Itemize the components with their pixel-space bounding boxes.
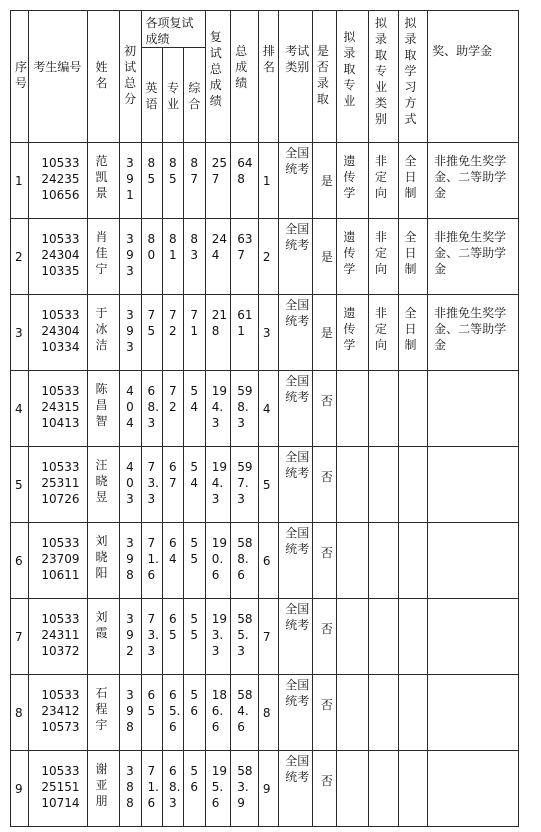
- cell-name: 汪晓昱: [87, 447, 120, 523]
- header-rank: 排名: [258, 11, 278, 143]
- cell-planned-major-type: 非定向: [368, 143, 398, 219]
- cell-exam-type: 全国统考: [279, 219, 313, 295]
- cell-admitted: 否: [312, 371, 336, 447]
- cell-seq: 1: [11, 143, 29, 219]
- cell-english: 85: [141, 143, 162, 219]
- cell-admitted: 否: [312, 447, 336, 523]
- cell-name: 肖佳宁: [87, 219, 120, 295]
- cell-comprehensive: 71: [184, 295, 205, 371]
- cell-major: 64: [162, 523, 183, 599]
- cell-planned-major: 遗传学: [337, 219, 369, 295]
- cell-comprehensive: 56: [184, 751, 205, 827]
- cell-study-mode: [398, 599, 428, 675]
- cell-planned-major-type: [368, 751, 398, 827]
- cell-retest-total: 194.3: [205, 447, 231, 523]
- cell-name: 刘霞: [87, 599, 120, 675]
- cell-study-mode: 全日制: [398, 143, 428, 219]
- cell-major: 68.3: [162, 751, 183, 827]
- header-retest-total: 复试总成绩: [205, 11, 231, 143]
- cell-retest-total: 257: [205, 143, 231, 219]
- cell-name: 于冰洁: [87, 295, 120, 371]
- cell-rank: 1: [258, 143, 278, 219]
- cell-english: 80: [141, 219, 162, 295]
- table-row: [11, 447, 519, 523]
- cell-seq: 3: [11, 295, 29, 371]
- cell-english: 75: [141, 295, 162, 371]
- cell-comprehensive: 55: [184, 599, 205, 675]
- cell-admitted: 否: [312, 675, 336, 751]
- cell-name: 刘晓阳: [87, 523, 120, 599]
- header-study-mode: 拟录取学习方式: [398, 11, 428, 143]
- table-row: [11, 371, 519, 447]
- header-scholarship: 奖、助学金: [428, 11, 519, 143]
- cell-comprehensive: 87: [184, 143, 205, 219]
- cell-seq: 9: [11, 751, 29, 827]
- cell-admitted: 是: [312, 295, 336, 371]
- cell-planned-major: [337, 371, 369, 447]
- cell-planned-major-type: [368, 447, 398, 523]
- cell-major: 72: [162, 371, 183, 447]
- cell-exam-id: 105332341210573: [29, 675, 87, 751]
- table-row: [11, 675, 519, 751]
- cell-rank: 4: [258, 371, 278, 447]
- cell-exam-type: 全国统考: [279, 751, 313, 827]
- cell-prelim-total: 398: [120, 523, 141, 599]
- header-exam-type: 考试类别: [279, 11, 313, 143]
- cell-planned-major: [337, 523, 369, 599]
- cell-prelim-total: 392: [120, 599, 141, 675]
- cell-retest-total: 218: [205, 295, 231, 371]
- cell-prelim-total: 404: [120, 371, 141, 447]
- cell-planned-major-type: [368, 599, 398, 675]
- cell-major: 65: [162, 599, 183, 675]
- cell-scholarship: [428, 599, 519, 675]
- cell-total: 597.3: [231, 447, 259, 523]
- cell-total: 583.9: [231, 751, 259, 827]
- cell-exam-id: 105332531110726: [29, 447, 87, 523]
- cell-scholarship: [428, 447, 519, 523]
- cell-rank: 5: [258, 447, 278, 523]
- cell-scholarship: 非推免生奖学金、二等助学金: [428, 219, 519, 295]
- cell-rank: 3: [258, 295, 278, 371]
- table-row: [11, 143, 519, 219]
- cell-seq: 4: [11, 371, 29, 447]
- cell-prelim-total: 398: [120, 675, 141, 751]
- cell-comprehensive: 54: [184, 447, 205, 523]
- cell-admitted: 否: [312, 599, 336, 675]
- cell-scholarship: [428, 371, 519, 447]
- cell-planned-major: [337, 751, 369, 827]
- header-planned-major-type: 拟录取专业类别: [368, 11, 398, 143]
- cell-planned-major: 遗传学: [337, 295, 369, 371]
- header-seq: 序号: [11, 11, 29, 143]
- cell-exam-type: 全国统考: [279, 371, 313, 447]
- cell-exam-id: 105332370910611: [29, 523, 87, 599]
- cell-study-mode: [398, 447, 428, 523]
- cell-english: 73.3: [141, 599, 162, 675]
- cell-total: 637: [231, 219, 259, 295]
- cell-exam-type: 全国统考: [279, 447, 313, 523]
- cell-retest-total: 195.6: [205, 751, 231, 827]
- cell-scholarship: [428, 675, 519, 751]
- cell-seq: 2: [11, 219, 29, 295]
- cell-exam-id: 105332515110714: [29, 751, 87, 827]
- cell-major: 65.6: [162, 675, 183, 751]
- cell-planned-major-type: 非定向: [368, 219, 398, 295]
- cell-exam-id: 105332431110372: [29, 599, 87, 675]
- table-row: [11, 295, 519, 371]
- cell-planned-major: [337, 447, 369, 523]
- cell-comprehensive: 83: [184, 219, 205, 295]
- cell-total: 584.6: [231, 675, 259, 751]
- cell-planned-major-type: [368, 523, 398, 599]
- cell-planned-major-type: 非定向: [368, 295, 398, 371]
- header-major: 专业: [162, 48, 183, 143]
- cell-english: 73.3: [141, 447, 162, 523]
- cell-english: 71.6: [141, 751, 162, 827]
- cell-scholarship: 非推免生奖学金、二等助学金: [428, 295, 519, 371]
- cell-study-mode: [398, 675, 428, 751]
- cell-seq: 8: [11, 675, 29, 751]
- cell-study-mode: 全日制: [398, 295, 428, 371]
- cell-name: 谢亚朋: [87, 751, 120, 827]
- cell-comprehensive: 56: [184, 675, 205, 751]
- cell-study-mode: [398, 751, 428, 827]
- cell-rank: 8: [258, 675, 278, 751]
- cell-planned-major-type: [368, 371, 398, 447]
- cell-exam-type: 全国统考: [279, 143, 313, 219]
- cell-total: 598.3: [231, 371, 259, 447]
- cell-prelim-total: 393: [120, 295, 141, 371]
- cell-name: 范凯景: [87, 143, 120, 219]
- cell-seq: 5: [11, 447, 29, 523]
- cell-admitted: 是: [312, 143, 336, 219]
- header-exam-id: 考生编号: [29, 11, 87, 143]
- cell-total: 648: [231, 143, 259, 219]
- cell-admitted: 否: [312, 751, 336, 827]
- cell-major: 81: [162, 219, 183, 295]
- cell-english: 68.3: [141, 371, 162, 447]
- cell-exam-type: 全国统考: [279, 675, 313, 751]
- cell-exam-type: 全国统考: [279, 295, 313, 371]
- table-row: [11, 751, 519, 827]
- cell-planned-major-type: [368, 675, 398, 751]
- cell-rank: 7: [258, 599, 278, 675]
- table-row: [11, 219, 519, 295]
- cell-rank: 2: [258, 219, 278, 295]
- table-row: [11, 599, 519, 675]
- results-table: [10, 10, 519, 827]
- cell-total: 611: [231, 295, 259, 371]
- cell-exam-id: 105332431510413: [29, 371, 87, 447]
- cell-exam-id: 105332430410334: [29, 295, 87, 371]
- cell-scholarship: 非推免生奖学金、二等助学金: [428, 143, 519, 219]
- cell-total: 585.3: [231, 599, 259, 675]
- cell-scholarship: [428, 751, 519, 827]
- cell-retest-total: 186.6: [205, 675, 231, 751]
- header-retest-group: 各项复试成绩: [141, 11, 205, 48]
- cell-study-mode: 全日制: [398, 219, 428, 295]
- cell-prelim-total: 393: [120, 219, 141, 295]
- cell-exam-id: 105332430410335: [29, 219, 87, 295]
- cell-exam-id: 105332423510656: [29, 143, 87, 219]
- header-admitted: 是否录取: [312, 11, 336, 143]
- cell-planned-major: [337, 599, 369, 675]
- cell-english: 65: [141, 675, 162, 751]
- cell-retest-total: 190.6: [205, 523, 231, 599]
- cell-rank: 6: [258, 523, 278, 599]
- table-row: [11, 523, 519, 599]
- cell-admitted: 否: [312, 523, 336, 599]
- header-total: 总成绩: [231, 11, 259, 143]
- header-prelim-total: 初试总分: [120, 11, 141, 143]
- cell-major: 67: [162, 447, 183, 523]
- cell-major: 85: [162, 143, 183, 219]
- cell-seq: 7: [11, 599, 29, 675]
- cell-retest-total: 244: [205, 219, 231, 295]
- header-english: 英语: [141, 48, 162, 143]
- cell-exam-type: 全国统考: [279, 599, 313, 675]
- cell-planned-major: 遗传学: [337, 143, 369, 219]
- cell-study-mode: [398, 523, 428, 599]
- cell-comprehensive: 55: [184, 523, 205, 599]
- cell-exam-type: 全国统考: [279, 523, 313, 599]
- cell-study-mode: [398, 371, 428, 447]
- cell-scholarship: [428, 523, 519, 599]
- cell-retest-total: 194.3: [205, 371, 231, 447]
- cell-major: 72: [162, 295, 183, 371]
- cell-admitted: 是: [312, 219, 336, 295]
- cell-name: 陈昌智: [87, 371, 120, 447]
- cell-prelim-total: 388: [120, 751, 141, 827]
- cell-rank: 9: [258, 751, 278, 827]
- cell-english: 71.6: [141, 523, 162, 599]
- cell-seq: 6: [11, 523, 29, 599]
- cell-total: 588.6: [231, 523, 259, 599]
- cell-prelim-total: 391: [120, 143, 141, 219]
- header-planned-major: 拟录取专业: [337, 11, 369, 143]
- header-comprehensive: 综合: [184, 48, 205, 143]
- cell-retest-total: 193.3: [205, 599, 231, 675]
- cell-prelim-total: 403: [120, 447, 141, 523]
- cell-comprehensive: 54: [184, 371, 205, 447]
- cell-planned-major: [337, 675, 369, 751]
- header-name: 姓名: [87, 11, 120, 143]
- cell-name: 石程宇: [87, 675, 120, 751]
